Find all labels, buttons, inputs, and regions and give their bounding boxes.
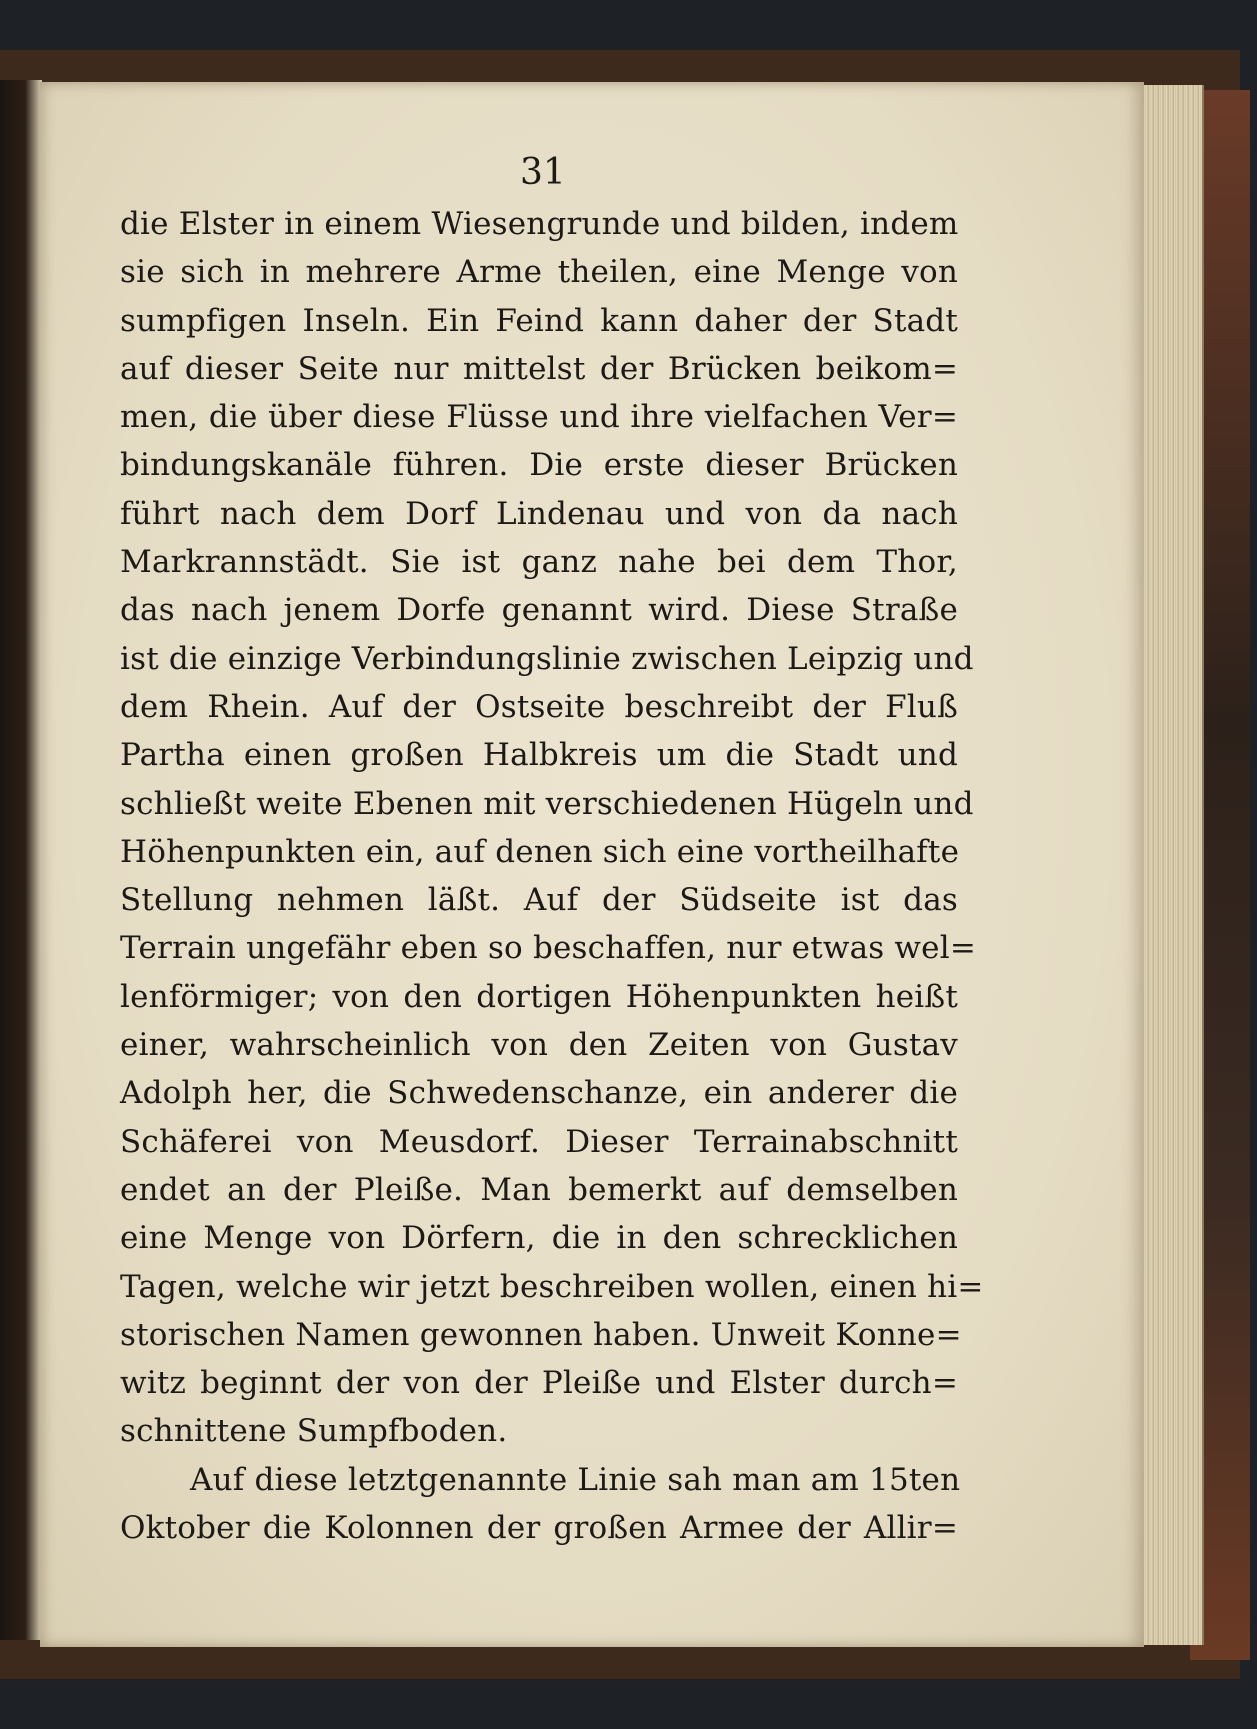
text-line: schließt weite Ebenen mit verschiedenen Hügeln und [120,785,974,822]
text-line: führt nach dem Dorf Lindenau und von da nach [120,495,958,532]
text-line: Auf diese letztgenannte Linie sah man am 15ten [190,1461,961,1498]
text-line: bindungskanäle führen. Die erste dieser Brücken [120,447,958,484]
page-number: 31 [520,152,566,193]
text-line: eine Menge von Dörfern, die in den schrecklichen [120,1220,958,1257]
text-line: endet an der Pleiße. Man bemerkt auf demselben [120,1171,958,1208]
text-line: sie sich in mehrere Arme theilen, eine Menge von [120,254,958,291]
text-line: das nach jenem Dorfe genannt wird. Diese Straße [120,592,958,629]
text-line: ist die einzige Verbindungslinie zwischen Leipzig und [120,640,974,677]
text-line: Partha einen großen Halbkreis um die Stadt und [120,737,958,774]
text-line: Markrannstädt. Sie ist ganz nahe bei dem Thor, [120,544,958,581]
text-line: lenförmiger; von den dortigen Höhenpunkten heißt [120,978,958,1015]
text-line: Höhenpunkten ein, auf denen sich eine vortheilhafte [120,833,960,870]
text-line: die Elster in einem Wiesengrunde und bilden, indem [120,206,959,242]
text-line: men, die über diese Flüsse und ihre vielfachen Ver= [120,399,958,436]
text-line: Oktober die Kolonnen der großen Armee der Allir= [120,1510,958,1547]
text-line: dem Rhein. Auf der Ostseite beschreibt der Fluß [120,688,958,725]
text-line: Schäferei von Meusdorf. Dieser Terrainabschnitt [120,1123,958,1160]
text-line: storischen Namen gewonnen haben. Unweit Konne= [120,1316,962,1353]
page-stack [1140,85,1204,1645]
text-line: Terrain ungefähr eben so beschaffen, nur etwas wel= [120,930,976,967]
text-line: sumpfigen Inseln. Ein Feind kann daher der Stadt [120,302,958,339]
text-line: Tagen, welche wir jetzt beschreiben wollen, einen hi= [120,1268,984,1305]
text-line: Stellung nehmen läßt. Auf der Südseite ist das [120,882,958,919]
left-page-edge [0,80,42,1640]
text-line: einer, wahrscheinlich von den Zeiten von Gustav [120,1027,958,1064]
text-line: schnittene Sumpfboden. [120,1413,508,1450]
text-line: witz beginnt der von der Pleiße und Elster durch= [120,1365,958,1402]
text-line: Adolph her, die Schwedenschanze, ein anderer die [120,1075,958,1112]
text-block [120,200,984,1552]
text-line: auf dieser Seite nur mittelst der Brücken beikom= [120,350,958,387]
